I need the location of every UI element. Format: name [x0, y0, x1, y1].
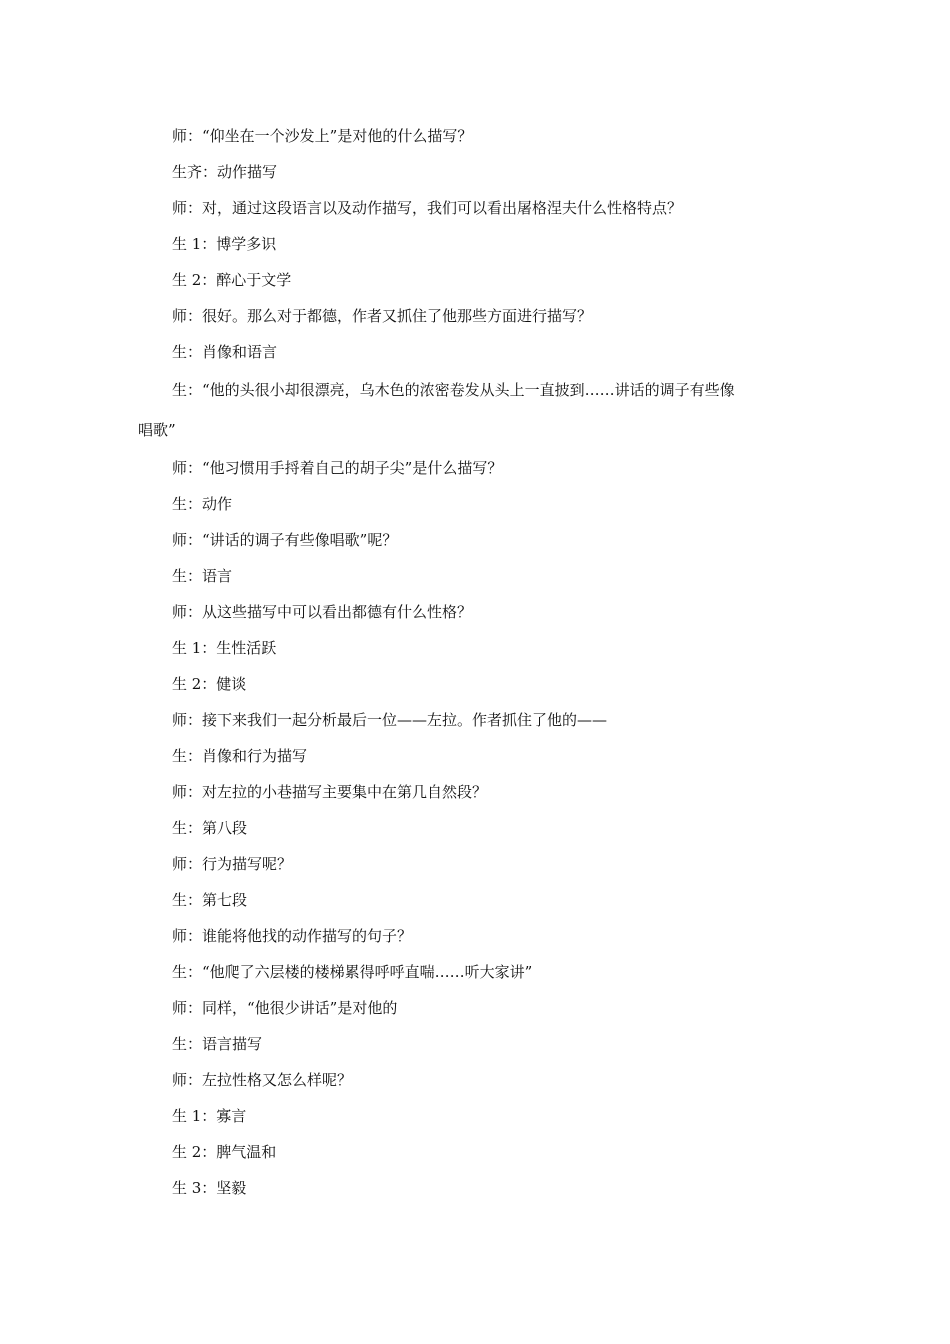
- dialogue-line: 师：行为描写呢？: [172, 855, 293, 873]
- dialogue-line: 师：“讲话的调子有些像唱歌”呢？: [172, 531, 398, 549]
- dialogue-line: 师：谁能将他找的动作描写的句子？: [172, 927, 413, 945]
- dialogue-line-continuation: 唱歌”: [138, 421, 176, 439]
- dialogue-line: 师：对左拉的小巷描写主要集中在第几自然段？: [172, 783, 488, 801]
- dialogue-line: 生：语言描写: [172, 1035, 263, 1053]
- dialogue-line: 师：很好。那么对于都德，作者又抓住了他那些方面进行描写？: [172, 307, 593, 325]
- dialogue-line: 生 2：健谈: [172, 675, 247, 693]
- dialogue-line: 生：第八段: [172, 819, 248, 837]
- dialogue-line: 生：第七段: [172, 891, 248, 909]
- dialogue-line: 师：接下来我们一起分析最后一位——左拉。作者抓住了他的——: [172, 711, 608, 729]
- dialogue-line: 生：肖像和语言: [172, 343, 278, 361]
- dialogue-line: 生 2：脾气温和: [172, 1143, 277, 1161]
- dialogue-transcript: [138, 118, 818, 1206]
- dialogue-line: 生：肖像和行为描写: [172, 747, 308, 765]
- dialogue-line: 师：从这些描写中可以看出都德有什么性格？: [172, 603, 473, 621]
- dialogue-line: 师：对，通过这段语言以及动作描写，我们可以看出屠格涅夫什么性格特点？: [172, 199, 683, 217]
- dialogue-line: 生 3：坚毅: [172, 1179, 247, 1197]
- dialogue-line: 生：“他爬了六层楼的楼梯累得呼呼直喘……听大家讲”: [172, 963, 533, 981]
- dialogue-line: 生：语言: [172, 567, 233, 585]
- dialogue-line: 师：左拉性格又怎么样呢？: [172, 1071, 353, 1089]
- dialogue-line: 师：“仰坐在一个沙发上”是对他的什么描写？: [172, 127, 473, 145]
- dialogue-line: 师：“他习惯用手捋着自己的胡子尖”是什么描写？: [172, 459, 503, 477]
- dialogue-line: 生 1：寡言: [172, 1107, 247, 1125]
- dialogue-line: 生：“他的头很小却很漂亮，乌木色的浓密卷发从头上一直披到……讲话的调子有些像: [172, 381, 735, 399]
- dialogue-line: 生 1：生性活跃: [172, 639, 277, 657]
- dialogue-line: 生 2：醉心于文学: [172, 271, 292, 289]
- dialogue-line: 师：同样，“他很少讲话”是对他的: [172, 999, 398, 1017]
- dialogue-line: 生：动作: [172, 495, 233, 513]
- dialogue-line: 生齐：动作描写: [172, 163, 278, 181]
- dialogue-line: 生 1：博学多识: [172, 235, 277, 253]
